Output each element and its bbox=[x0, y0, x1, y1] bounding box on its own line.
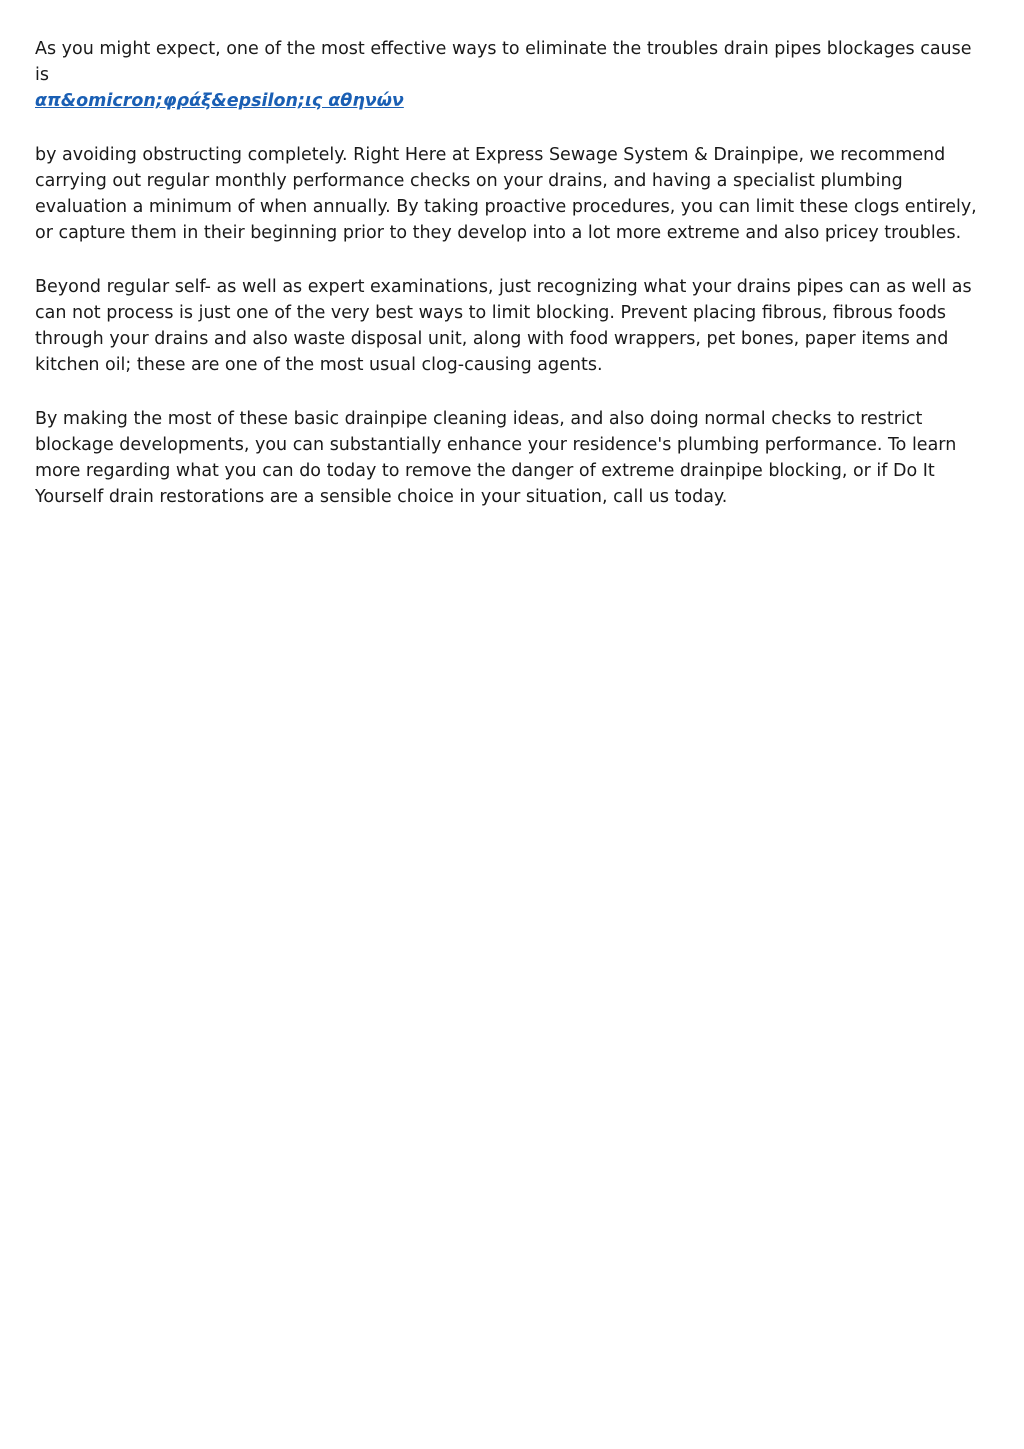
body-paragraph-3: By making the most of these basic drainpipe cleaning ideas, and also doing normal checks to restrict blockage developments, you can substantially enhance your residence's plumbing performance. To learn more regarding what you can do today to remove the danger of extreme drainpipe blocking, or if Do It Yourself drain restorations are a sensible choice in your situation, call us today. bbox=[35, 409, 957, 507]
intro-paragraph: As you might expect, one of the most effective ways to eliminate the troubles drain pipes blockages cause is bbox=[35, 39, 972, 85]
anchor-link[interactable]: απ&omicron;φράξ&epsilon;ις αθηνών bbox=[35, 91, 404, 111]
body-paragraph-2: Beyond regular self- as well as expert examinations, just recognizing what your drains pipes can as well as can not process is just one of the very best ways to limit blocking. Prevent placing fibrous, fibrous foods through your drains and also waste disposal unit, along with food wrappers, pet bones, paper items and kitchen oil; these are one of the most usual clog-causing agents. bbox=[35, 277, 972, 375]
document-body bbox=[35, 36, 990, 538]
body-paragraph-1: by avoiding obstructing completely. Right Here at Express Sewage System & Drainpipe, we recommend carrying out regular monthly performance checks on your drains, and having a specialist plumbing evaluation a minimum of when annually. By taking proactive procedures, you can limit these clogs entirely, or capture them in their beginning prior to they develop into a lot more extreme and also pricey troubles. bbox=[35, 145, 977, 243]
